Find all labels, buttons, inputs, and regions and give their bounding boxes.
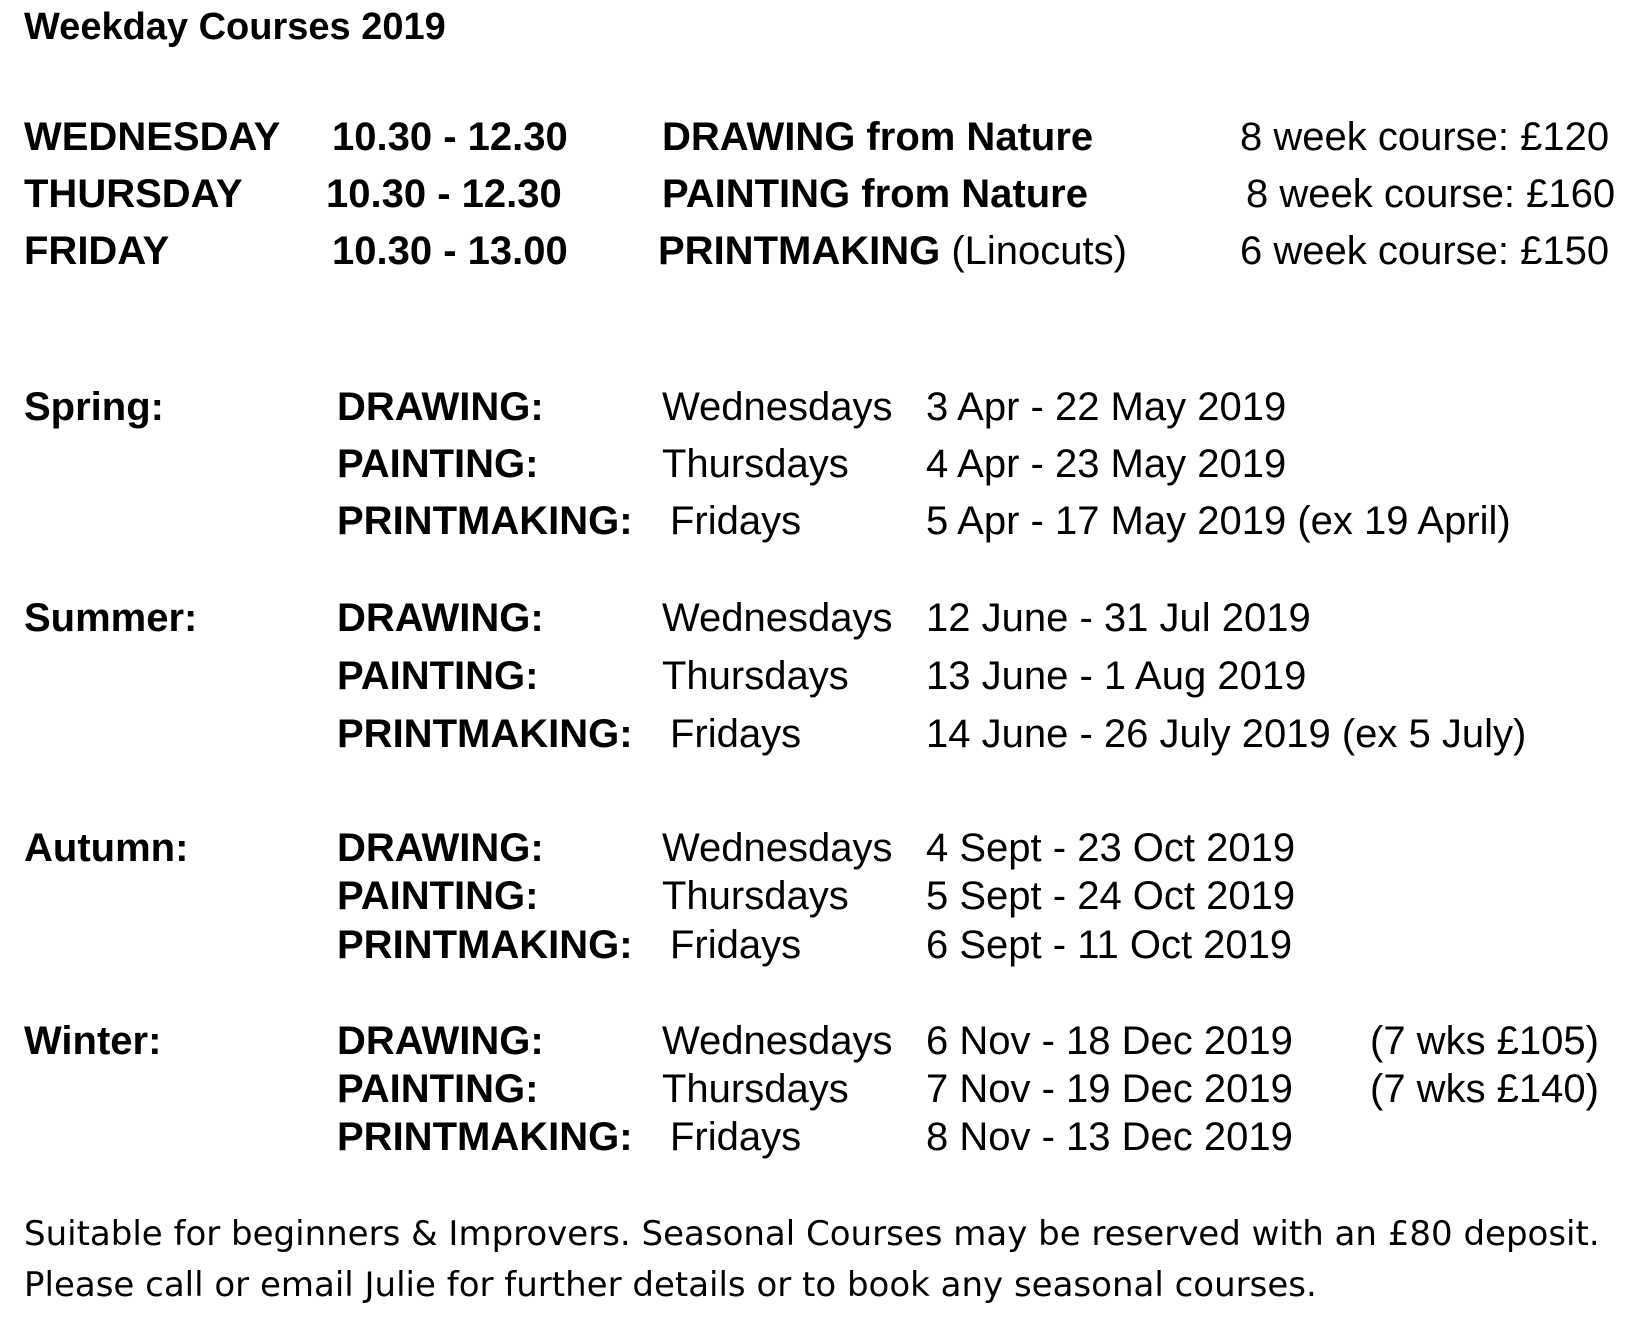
season-day: Wednesdays — [662, 1019, 893, 1063]
season-dates: 5 Apr - 17 May 2019 (ex 19 April) — [926, 499, 1511, 543]
season-course: PRINTMAKING: — [337, 1115, 633, 1159]
season-price-note: (7 wks £140) — [1370, 1067, 1599, 1111]
season-day: Thursdays — [662, 1067, 849, 1111]
season-dates: 13 June - 1 Aug 2019 — [926, 654, 1307, 698]
weekly-time: 10.30 - 12.30 — [326, 172, 562, 216]
season-dates: 7 Nov - 19 Dec 2019 — [926, 1067, 1293, 1111]
season-day: Fridays — [670, 499, 802, 543]
season-name: Summer: — [24, 596, 198, 640]
weekly-price: 6 week course: £150 — [1240, 229, 1610, 273]
weekly-time: 10.30 - 13.00 — [332, 229, 568, 273]
season-day: Thursdays — [662, 874, 849, 918]
season-day: Fridays — [670, 923, 802, 967]
season-course: DRAWING: — [337, 1019, 544, 1063]
season-course: PRINTMAKING: — [337, 712, 633, 756]
season-day: Wednesdays — [662, 596, 893, 640]
season-dates: 4 Sept - 23 Oct 2019 — [926, 826, 1296, 870]
season-day: Fridays — [670, 712, 802, 756]
weekly-time: 10.30 - 12.30 — [332, 115, 568, 159]
footer-line-suitability: Suitable for beginners & Improvers. Seasonal Courses may be reserved with an £80 deposit. — [24, 1214, 1600, 1254]
season-course: DRAWING: — [337, 385, 544, 429]
season-dates: 3 Apr - 22 May 2019 — [926, 385, 1287, 429]
weekly-course-title: PAINTING from Nature — [662, 172, 1088, 216]
season-price-note: (7 wks £105) — [1370, 1019, 1599, 1063]
weekly-price: 8 week course: £160 — [1246, 172, 1616, 216]
season-name: Spring: — [24, 385, 164, 429]
season-course: PAINTING: — [337, 654, 539, 698]
season-day: Wednesdays — [662, 826, 893, 870]
weekly-course — [658, 231, 1127, 271]
season-dates: 14 June - 26 July 2019 (ex 5 July) — [926, 712, 1527, 756]
season-dates: 8 Nov - 13 Dec 2019 — [926, 1115, 1293, 1159]
weekly-day: THURSDAY — [24, 172, 243, 216]
weekly-course-note: (Linocuts) — [951, 229, 1127, 273]
season-dates: 6 Nov - 18 Dec 2019 — [926, 1019, 1293, 1063]
season-day: Thursdays — [662, 654, 849, 698]
season-name: Autumn: — [24, 826, 189, 870]
season-day: Thursdays — [662, 442, 849, 486]
weekly-day: WEDNESDAY — [24, 115, 281, 159]
season-course: PAINTING: — [337, 442, 539, 486]
season-day: Wednesdays — [662, 385, 893, 429]
weekly-price: 8 week course: £120 — [1240, 115, 1610, 159]
season-course: PRINTMAKING: — [337, 923, 633, 967]
season-course: PAINTING: — [337, 1067, 539, 1111]
season-dates: 4 Apr - 23 May 2019 — [926, 442, 1287, 486]
season-name: Winter: — [24, 1019, 162, 1063]
season-dates: 6 Sept - 11 Oct 2019 — [926, 923, 1293, 967]
page-title: Weekday Courses 2019 — [24, 6, 446, 48]
season-course: PRINTMAKING: — [337, 499, 633, 543]
weekly-day: FRIDAY — [24, 229, 170, 273]
season-day: Fridays — [670, 1115, 802, 1159]
season-course: PAINTING: — [337, 874, 539, 918]
weekly-course — [662, 174, 1088, 214]
season-course: DRAWING: — [337, 596, 544, 640]
weekly-course-title: PRINTMAKING — [658, 229, 941, 273]
footer-line-contact: Please call or email Julie for further details or to book any seasonal courses. — [24, 1265, 1317, 1305]
season-dates: 5 Sept - 24 Oct 2019 — [926, 874, 1296, 918]
weekly-course — [662, 117, 1093, 157]
season-course: DRAWING: — [337, 826, 544, 870]
weekly-course-title: DRAWING from Nature — [662, 115, 1094, 159]
season-dates: 12 June - 31 Jul 2019 — [926, 596, 1311, 640]
